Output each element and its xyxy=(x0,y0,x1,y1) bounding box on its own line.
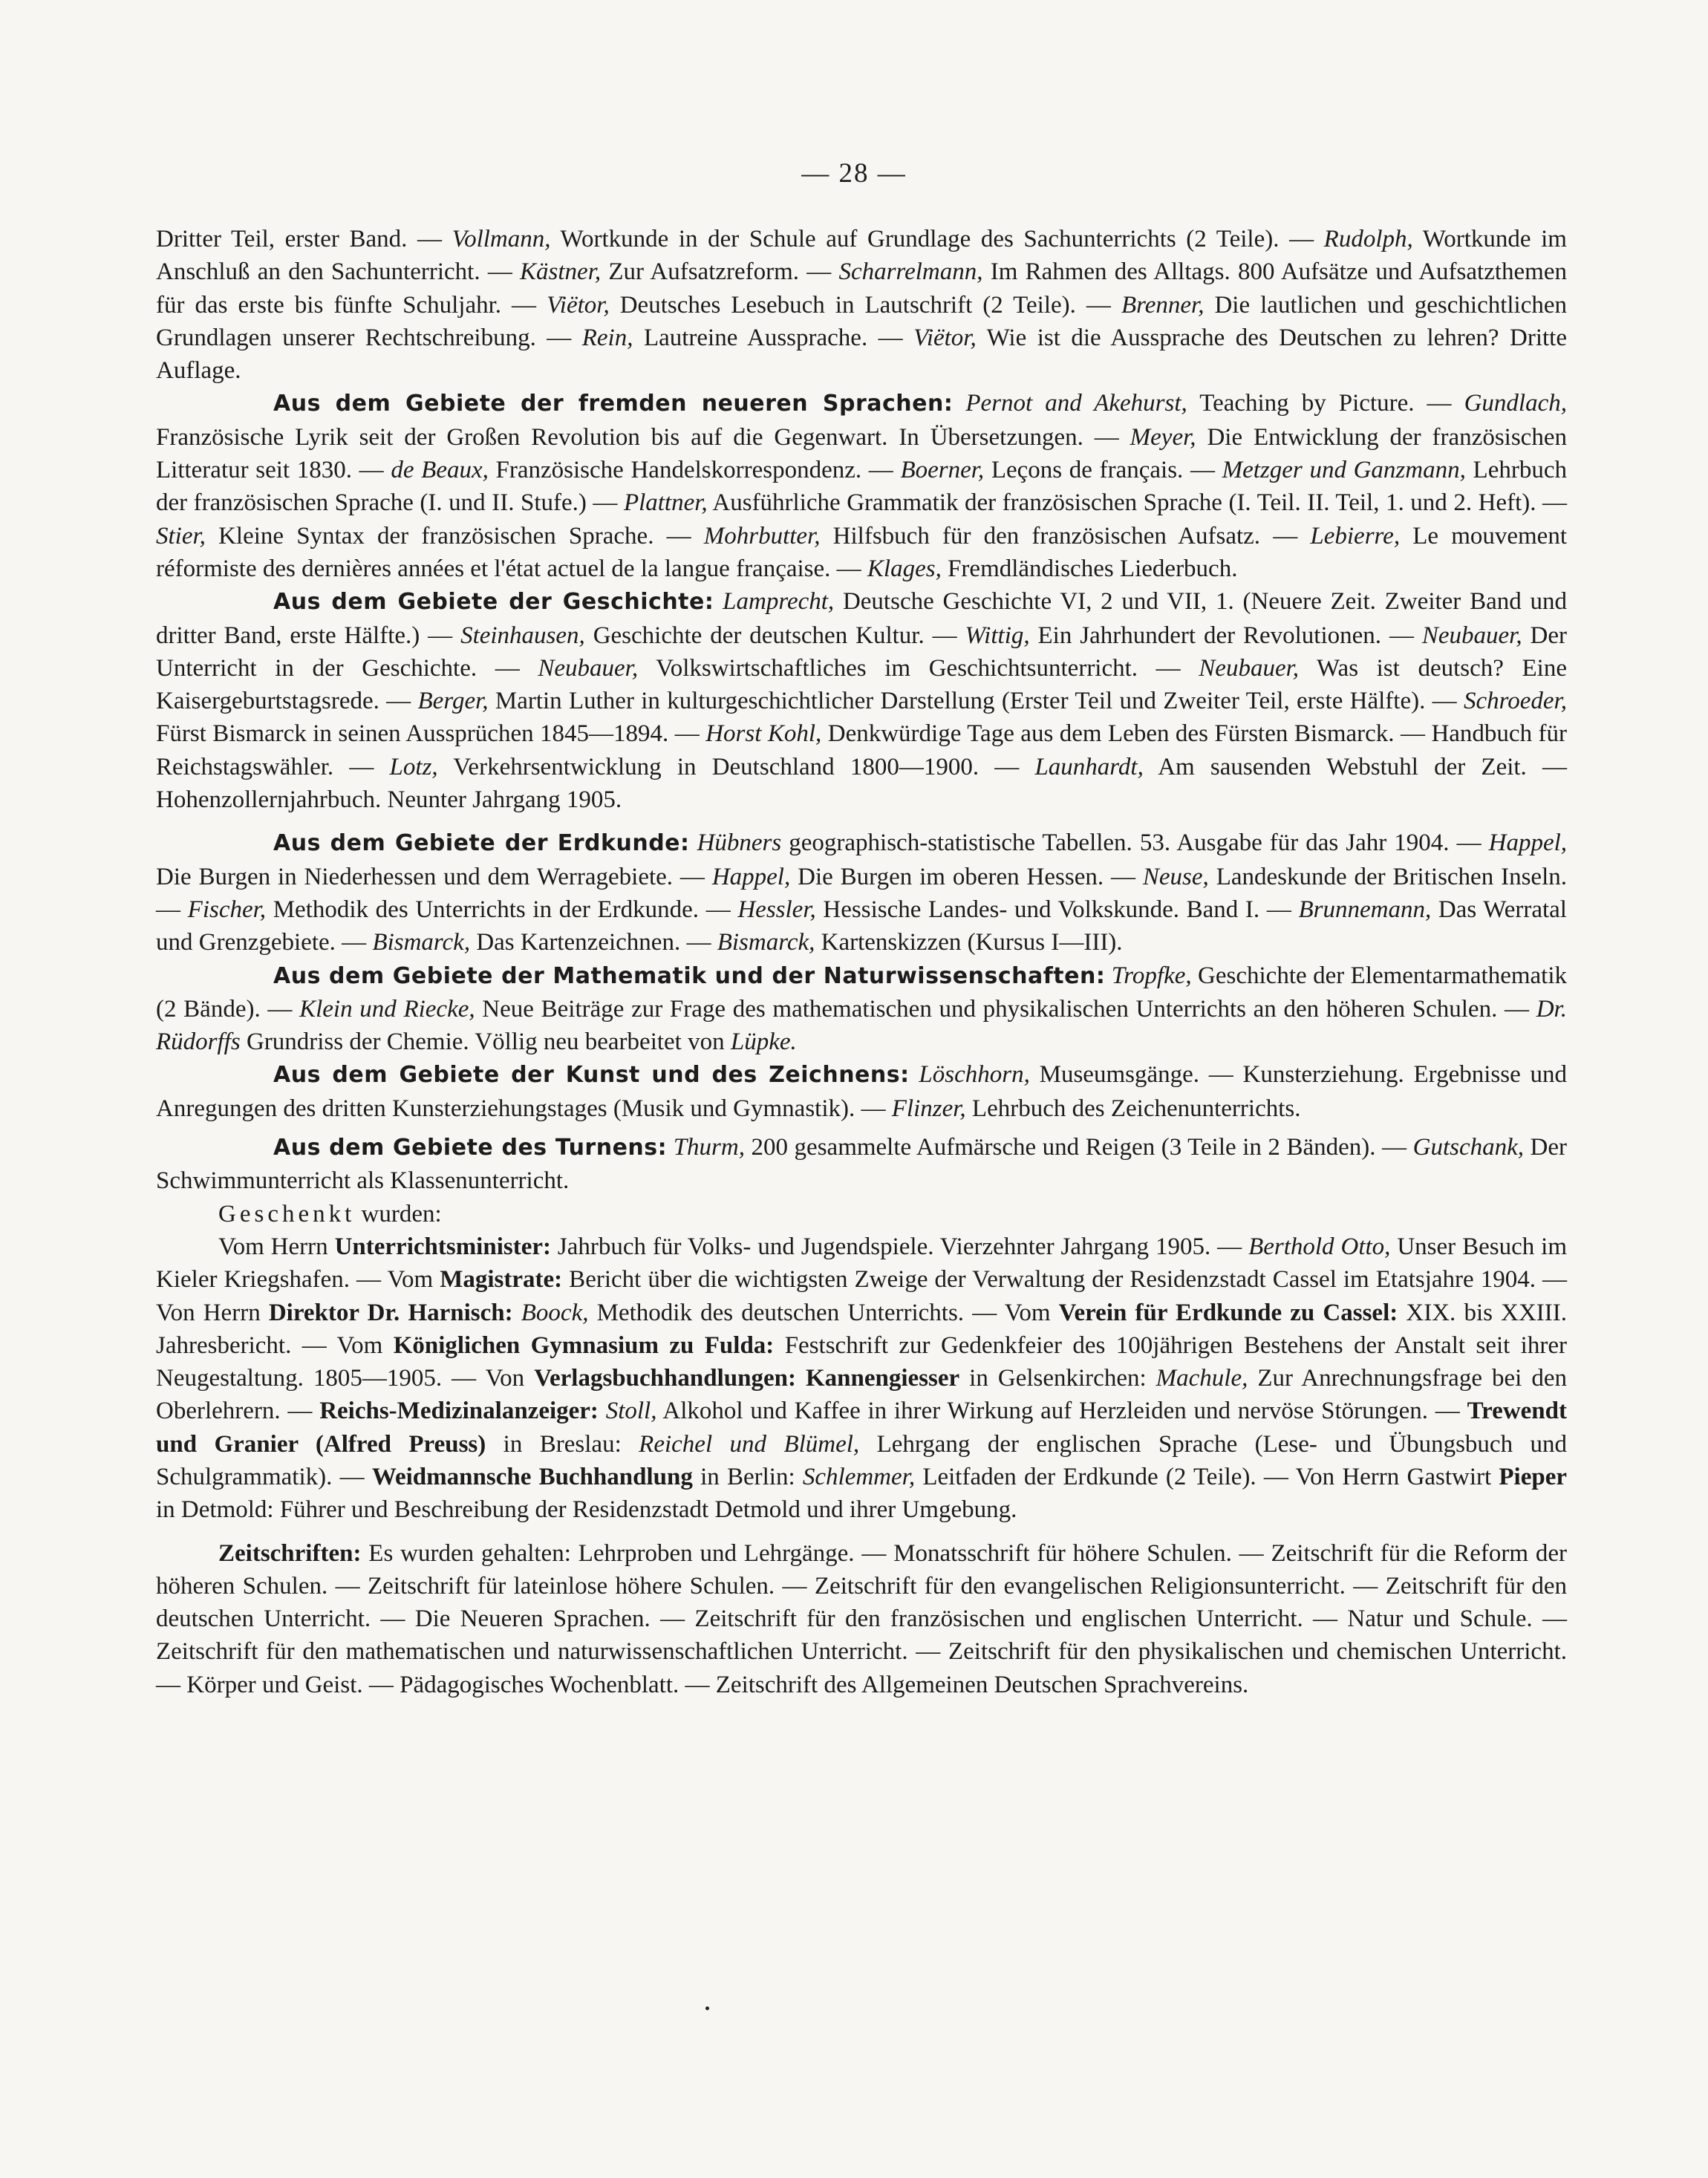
paragraph-p7 xyxy=(156,1131,1567,1198)
text-run: in Detmold: Führer und Beschreibung der Residenzstadt Detmold und ihrer Umgebung. xyxy=(156,1496,1017,1524)
donor-name: Zeitschriften: xyxy=(218,1539,362,1567)
author-name: Rein, xyxy=(581,324,633,351)
text-run: Leitfaden der Erdkunde (2 Teile). — Von Herrn Gastwirt xyxy=(915,1463,1499,1490)
text-run: Was ist deutsch? Eine Kaisergeburtstagsrede. — xyxy=(156,654,1568,715)
text-run: Dritter Teil, erster Band. — xyxy=(156,226,452,252)
text-run: Zur Anrechnungsfrage bei den Oberlehrern. — xyxy=(156,1365,1567,1425)
paragraph-p3 xyxy=(156,585,1567,816)
donor-name: Trewendt und Granier (Alfred Preuss) xyxy=(156,1398,1567,1458)
author-name: Dr. Rüdorffs xyxy=(156,995,1567,1056)
author-name: Fischer, xyxy=(187,896,267,923)
text-run: 200 gesammelte Aufmärsche und Reigen (3 Teile in 2 Bänden). — xyxy=(744,1134,1413,1161)
section-heading: Aus dem Gebiete der Mathematik und der Naturwissenschaften: xyxy=(273,962,1106,989)
donor-name: Weidmannsche Buchhandlung xyxy=(371,1463,693,1490)
text-run xyxy=(513,1300,521,1326)
text-run: Festschrift zur Gedenkfeier des 100jährigen Bestehens der Anstalt seit ihrer Neugestaltung. 1805—1905. — Von xyxy=(156,1331,1567,1392)
author-name: Gundlach, xyxy=(1464,390,1567,417)
text-run: Vom Herrn xyxy=(218,1233,335,1260)
donor-name: Verlagsbuchhandlungen: xyxy=(534,1365,796,1392)
spaced-heading: Geschenkt xyxy=(218,1200,356,1227)
print-speck xyxy=(705,2006,709,2010)
author-name: Lüpke. xyxy=(730,1028,797,1056)
author-name: Stier, xyxy=(156,522,206,550)
page-number: — 28 — xyxy=(801,158,907,189)
text-run: Lehrbuch des Zeichenunterrichts. xyxy=(965,1095,1301,1122)
document-body xyxy=(156,223,1567,1701)
text-run: Das Kartenzeichnen. — xyxy=(470,929,717,956)
author-name: Löschhorn, xyxy=(919,1061,1030,1089)
author-name: Metzger und Ganzmann, xyxy=(1222,457,1466,484)
author-name: Rudolph, xyxy=(1323,226,1413,252)
donor-name: Königlichen Gymnasium zu Fulda: xyxy=(393,1331,775,1359)
text-run xyxy=(667,1134,674,1161)
author-name: Brunnemann, xyxy=(1298,896,1432,923)
author-name: Neubauer, xyxy=(1199,654,1300,682)
text-run: Methodik des deutschen Unterrichts. — Vom xyxy=(588,1299,1059,1326)
text-run: Hilfsbuch für den französischen Aufsatz. — xyxy=(820,522,1311,550)
author-name: Machule, xyxy=(1155,1365,1248,1392)
author-name: Mohrbutter, xyxy=(703,522,821,550)
text-run: Grundriss der Chemie. Völlig neu bearbeitet von xyxy=(240,1028,731,1056)
text-run xyxy=(599,1398,606,1424)
author-name: Schlemmer, xyxy=(802,1463,916,1490)
paragraph-p2 xyxy=(156,387,1567,585)
section-heading: Aus dem Gebiete der Geschichte: xyxy=(273,589,714,616)
author-name: Kästner, xyxy=(520,258,602,286)
donor-name: Direktor Dr. Harnisch: xyxy=(268,1299,513,1326)
author-name: Wittig, xyxy=(965,622,1030,649)
text-run: Der Schwimmunterricht als Klassenunterricht. xyxy=(156,1134,1568,1195)
author-name: Lamprecht, xyxy=(723,588,835,616)
donor-name: Verein für Erdkunde zu Cassel: xyxy=(1058,1299,1398,1326)
text-run: XIX. bis XXIII. Jahresbericht. — Vom xyxy=(156,1299,1568,1359)
author-name: Happel, xyxy=(711,863,791,890)
text-run: Deutsches Lesebuch in Lautschrift (2 Teile). — xyxy=(609,291,1121,319)
text-run: Alkohol und Kaffee in ihrer Wirkung auf Herzleiden und nervöse Störungen. — xyxy=(656,1398,1467,1425)
text-run: Museumsgänge. — Kunsterziehung. Ergebnisse und Anregungen des dritten Kunsterziehungstages (Musik und Gymnastik). — xyxy=(156,1061,1567,1122)
author-name: Steinhausen, xyxy=(460,622,585,649)
paragraph-p10 xyxy=(156,1537,1567,1701)
text-run: Verkehrsentwicklung in Deutschland 1800—1900. — xyxy=(437,753,1035,780)
paragraph-p5 xyxy=(156,959,1567,1059)
text-run: Ein Jahrhundert der Revolutionen. — xyxy=(1029,622,1422,649)
section-heading: Aus dem Gebiete der Erdkunde: xyxy=(273,830,690,857)
text-run: Ausführliche Grammatik der französischen Sprache (I. Teil. II. Teil, 1. und 2. Heft). — xyxy=(707,489,1567,517)
text-run: Deutsche Geschichte VI, 2 und VII, 1. (Neuere Zeit. Zweiter Band und dritter Band, erste Hälfte.) — xyxy=(156,588,1568,649)
text-run: Bericht über die wichtigsten Zweige der Verwaltung der Residenzstadt Cassel im Etatsjahre 1904. — Von Herrn xyxy=(156,1266,1567,1326)
text-run: Kleine Syntax der französischen Sprache. — xyxy=(205,522,704,550)
paragraph-p8 xyxy=(156,1198,1567,1230)
text-run: Französische Handelskorrespondenz. — xyxy=(488,457,901,484)
author-name: Meyer, xyxy=(1130,423,1196,451)
text-run: Lehrgang der englischen Sprache (Lese- und Übungsbuch und Schulgrammatik). — xyxy=(156,1430,1567,1490)
text-run: Lautreine Aussprache. — xyxy=(633,324,914,351)
text-run: Fürst Bismarck in seinen Aussprüchen 1845—1894. — xyxy=(156,720,706,748)
text-run xyxy=(690,829,697,856)
text-run: geographisch-statistische Tabellen. 53. Ausgabe für das Jahr 1904. — xyxy=(781,829,1489,857)
text-run: Kartenskizzen (Kursus I—III). xyxy=(815,929,1123,956)
paragraph-p6 xyxy=(156,1058,1567,1125)
author-name: Scharrelmann, xyxy=(838,258,983,286)
text-run: Neue Beiträge zur Frage des mathematischen und physikalischen Unterrichts an den höheren Schulen. — xyxy=(475,995,1536,1023)
author-name: Stoll, xyxy=(605,1398,657,1425)
paragraph-p1 xyxy=(156,223,1567,387)
text-run: Teaching by Picture. — xyxy=(1187,390,1464,417)
section-heading: Aus dem Gebiete der Kunst und des Zeichnens: xyxy=(273,1062,910,1089)
donor-name: Unterrichtsminister: xyxy=(334,1233,551,1260)
author-name: Bismarck, xyxy=(372,929,471,956)
text-run: Volkswirtschaftliches im Geschichtsunterricht. — xyxy=(638,654,1199,682)
paragraph-p9 xyxy=(156,1230,1567,1527)
author-name: Vollmann, xyxy=(452,226,551,252)
text-run: Der Unterricht in der Geschichte. — xyxy=(156,622,1567,682)
author-name: Boock, xyxy=(521,1299,589,1326)
author-name: Klein und Riecke, xyxy=(299,995,475,1023)
text-run: Le mouvement réformiste des dernières années et l'état actuel de la langue française. — xyxy=(156,522,1568,582)
text-run xyxy=(1105,962,1111,989)
paragraph-p4 xyxy=(156,826,1567,959)
text-run: Die lautlichen und geschichtlichen Grundlagen unserer Rechtschreibung. — xyxy=(156,291,1568,351)
text-run: Das Werratal und Grenzgebiete. — xyxy=(156,896,1567,956)
text-run: in Breslau: xyxy=(486,1430,639,1458)
author-name: Schroeder, xyxy=(1464,688,1567,715)
text-run: Hessische Landes- und Volkskunde. Band I. — xyxy=(815,896,1299,923)
text-run: Die Burgen in Niederhessen und dem Werragebiete. — xyxy=(156,863,712,890)
author-name: Viëtor, xyxy=(547,291,610,319)
text-run: Denkwürdige Tage aus dem Leben des Fürsten Bismarck. — Handbuch für Reichstagswähler. — xyxy=(156,720,1567,780)
author-name: Neuse, xyxy=(1142,863,1209,890)
donor-name: Kannengiesser xyxy=(805,1365,960,1392)
text-run: Landeskunde der Britischen Inseln. — xyxy=(156,863,1567,923)
text-run: Martin Luther in kulturgeschichtlicher Darstellung (Erster Teil und Zweiter Teil, erste Hälfte). — xyxy=(488,688,1464,715)
text-run: wurden: xyxy=(355,1200,442,1227)
text-run: Unser Besuch im Kieler Kriegshafen. — Vom xyxy=(156,1233,1568,1294)
text-run: Leçons de français. — xyxy=(984,457,1222,484)
author-name: Viëtor, xyxy=(913,324,977,351)
author-name: Neubauer, xyxy=(1421,622,1522,649)
donor-name: Pieper xyxy=(1499,1463,1567,1490)
text-run xyxy=(796,1365,806,1392)
text-run: Wortkunde in der Schule auf Grundlage des Sachunterrichts (2 Teile). — xyxy=(550,226,1324,252)
section-heading: Aus dem Gebiete der fremden neueren Sprachen: xyxy=(273,391,954,417)
text-run: Methodik des Unterrichts in der Erdkunde. — xyxy=(266,896,738,923)
donor-name: Reichs-Medizinalanzeiger: xyxy=(319,1398,599,1425)
text-run: Zur Aufsatzreform. — xyxy=(601,258,839,286)
author-name: Thurm, xyxy=(673,1134,745,1161)
author-name: Tropfke, xyxy=(1111,962,1192,989)
text-run xyxy=(714,588,723,615)
author-name: Hübners xyxy=(697,829,782,857)
section-heading: Aus dem Gebiete des Turnens: xyxy=(273,1135,668,1161)
author-name: de Beaux, xyxy=(391,457,489,484)
text-run: Wortkunde im Anschluß an den Sachunterricht. — xyxy=(156,226,1567,286)
author-name: Berthold Otto, xyxy=(1248,1233,1391,1260)
author-name: Lebierre, xyxy=(1310,522,1401,550)
author-name: Reichel und Blümel, xyxy=(639,1430,860,1458)
text-run: Am sausenden Webstuhl der Zeit. — Hohenzollernjahrbuch. Neunter Jahrgang 1905. xyxy=(156,753,1567,814)
text-run: Es wurden gehalten: Lehrproben und Lehrgänge. — Monatsschrift für höhere Schulen. — Zeitschrift für die Reform der höheren Schulen. — Zeitschrift für lateinlose höhere Schulen. — Zeitschrift für den evangelischen Religionsunterricht. — Zeitschrift für den deutschen Unterricht. — Die Neueren Sprachen. — Zeitschrift für den französischen und englischen Unterricht. — Natur und Schule. — Zeitschrift für den mathematischen und naturwissenschaftlichen Unterricht. — Zeitschrift für den physikalischen und chemischen Unterricht. — Körper und Geist. — Pädagogisches Wochenblatt. — Zeitschrift des Allgemeinen Deutschen Sprachvereins. xyxy=(156,1539,1567,1698)
author-name: Happel, xyxy=(1488,829,1568,857)
author-name: Plattner, xyxy=(623,489,708,517)
author-name: Launhardt, xyxy=(1034,753,1144,780)
donor-name: Magistrate: xyxy=(440,1266,563,1294)
author-name: Horst Kohl, xyxy=(705,720,822,748)
text-run: Jahrbuch für Volks- und Jugendspiele. Vierzehnter Jahrgang 1905. — xyxy=(551,1233,1249,1260)
author-name: Brenner, xyxy=(1121,291,1205,319)
text-run: Die Burgen im oberen Hessen. — xyxy=(790,863,1143,890)
text-run xyxy=(910,1061,919,1088)
text-run: in Berlin: xyxy=(692,1463,803,1490)
text-run: in Gelsenkirchen: xyxy=(959,1365,1156,1392)
author-name: Flinzer, xyxy=(891,1095,966,1122)
author-name: Klages, xyxy=(867,555,942,582)
text-run: Französische Lyrik seit der Großen Revolution bis auf die Gegenwart. In Übersetzungen. — xyxy=(156,423,1130,451)
text-run: Lehrbuch der französischen Sprache (I. und II. Stufe.) — xyxy=(156,457,1567,517)
author-name: Bismarck, xyxy=(717,929,815,956)
text-run: Geschichte der Elementarmathematik (2 Bände). — xyxy=(156,962,1567,1023)
author-name: Gutschank, xyxy=(1412,1134,1524,1161)
text-run xyxy=(953,390,965,417)
text-run: Die Entwicklung der französischen Litteratur seit 1830. — xyxy=(156,423,1567,484)
text-run: Im Rahmen des Alltags. 800 Aufsätze und Aufsatzthemen für das erste bis fünfte Schuljahr. — xyxy=(156,258,1567,319)
author-name: Neubauer, xyxy=(538,654,639,682)
text-run: Geschichte der deutschen Kultur. — xyxy=(584,622,965,649)
author-name: Boerner, xyxy=(900,457,985,484)
author-name: Pernot and Akehurst, xyxy=(965,390,1187,417)
text-run: Wie ist die Aussprache des Deutschen zu lehren? Dritte Auflage. xyxy=(156,324,1568,385)
author-name: Hessler, xyxy=(737,896,816,923)
text-run: Fremdländisches Liederbuch. xyxy=(941,555,1238,582)
author-name: Lotz, xyxy=(389,753,438,780)
author-name: Berger, xyxy=(417,688,489,715)
